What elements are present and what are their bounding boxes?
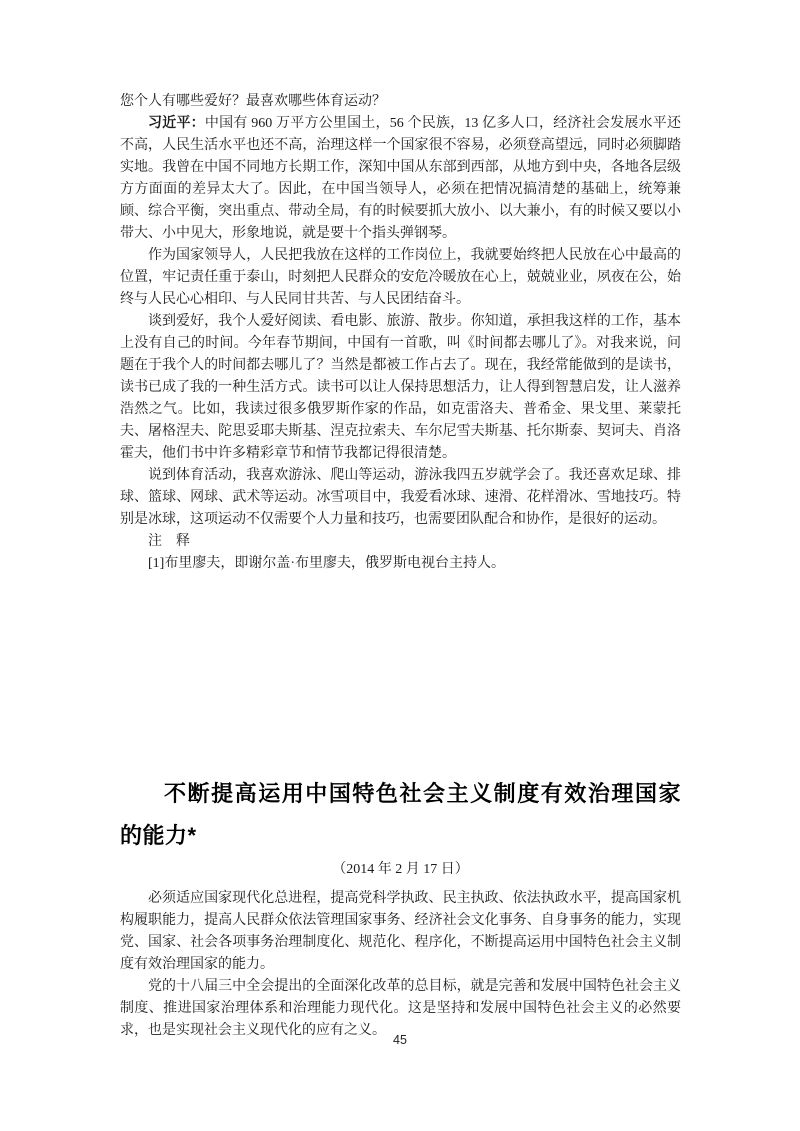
footnote-1: [1]布里廖夫，即谢尔盖·布里廖夫，俄罗斯电视台主持人。 bbox=[148, 556, 505, 571]
page-number: 45 bbox=[393, 1033, 407, 1047]
speaker-name: 习近平： bbox=[148, 116, 205, 131]
article-title: 不断提高运用中国特色社会主义制度有效治理国家的能力* bbox=[120, 781, 681, 848]
answer-paragraph-3: 谈到爱好，我个人爱好阅读、看电影、旅游、散步。你知道，承担我这样的工作，基本上没有自己的时间。今年春节期间，中国有一首歌，叫《时间都去哪儿了》。对我来说，问题在于我个人的时间都去哪儿了？当然是都被工作占去了。现在，我经常能做到的是读书，读书已成了我的一种生活方式。读书可以让人保持思想活力，让人得到智慧启发，让人滋养浩然之气。比如，我读过很多俄罗斯作家的作品，如克雷洛夫、普希金、果戈里、莱蒙托夫、屠格涅夫、陀思妥耶夫斯基、涅克拉索夫、车尔尼雪夫斯基、托尔斯泰、契诃夫、肖洛霍夫，他们书中许多精彩章节和情节我都记得很清楚。 bbox=[120, 314, 681, 461]
interview-question-line: 您个人有哪些爱好？最喜欢哪些体育运动？ bbox=[120, 94, 386, 109]
answer-paragraph-1-text: 中国有 960 万平方公里国土，56 个民族，13 亿多人口，经济社会发展水平还不高，人民生活水平也还不高，治理这样一个国家很不容易，必须登高望远，同时必须脚踏实地。我曾在中国不同地方长期工作，深知中国从东部到西部，从地方到中央，各地各层级方方面面的差异太大了。因此，在中国当领导人，必须在把情况搞清楚的基础上，统筹兼顾、综合平衡，突出重点、带动全局，有的时候要抓大放小、以大兼小，有的时候又要以小带大、小中见大，形象地说，就是要十个指头弹钢琴。 bbox=[120, 116, 681, 241]
answer-paragraph-1 bbox=[120, 113, 681, 245]
answer-paragraph-2: 作为国家领导人，人民把我放在这样的工作岗位上，我就要始终把人民放在心中最高的位置，牢记责任重于泰山，时刻把人民群众的安危冷暖放在心上，兢兢业业，夙夜在公，始终与人民心心相印、与人民同甘共苦、与人民团结奋斗。 bbox=[120, 248, 681, 307]
interview-section bbox=[120, 91, 681, 575]
article-paragraph-1: 必须适应国家现代化总进程，提高党科学执政、民主执政、依法执政水平，提高国家机构履职能力，提高人民群众依法管理国家事务、经济社会文化事务、自身事务的能力，实现党、国家、社会各项事务治理制度化、规范化、程序化，不断提高运用中国特色社会主义制度有效治理国家的能力。 bbox=[120, 891, 681, 972]
article-paragraph-2: 党的十八届三中全会提出的全面深化改革的总目标，就是完善和发展中国特色社会主义制度、推进国家治理体系和治理能力现代化。这是坚持和发展中国特色社会主义的必然要求，也是实现社会主义现代化的应有之义。 bbox=[120, 979, 681, 1038]
answer-paragraph-4: 说到体育活动，我喜欢游泳、爬山等运动，游泳我四五岁就学会了。我还喜欢足球、排球、篮球、网球、武术等运动。冰雪项目中，我爱看冰球、速滑、花样滑冰、雪地技巧。特别是冰球，这项运动不仅需要个人力量和技巧，也需要团队配合和协作，是很好的运动。 bbox=[120, 468, 681, 527]
notes-header: 注 释 bbox=[148, 534, 190, 549]
article-date: （2014 年 2 月 17 日） bbox=[332, 862, 469, 877]
article-section bbox=[120, 773, 681, 1042]
